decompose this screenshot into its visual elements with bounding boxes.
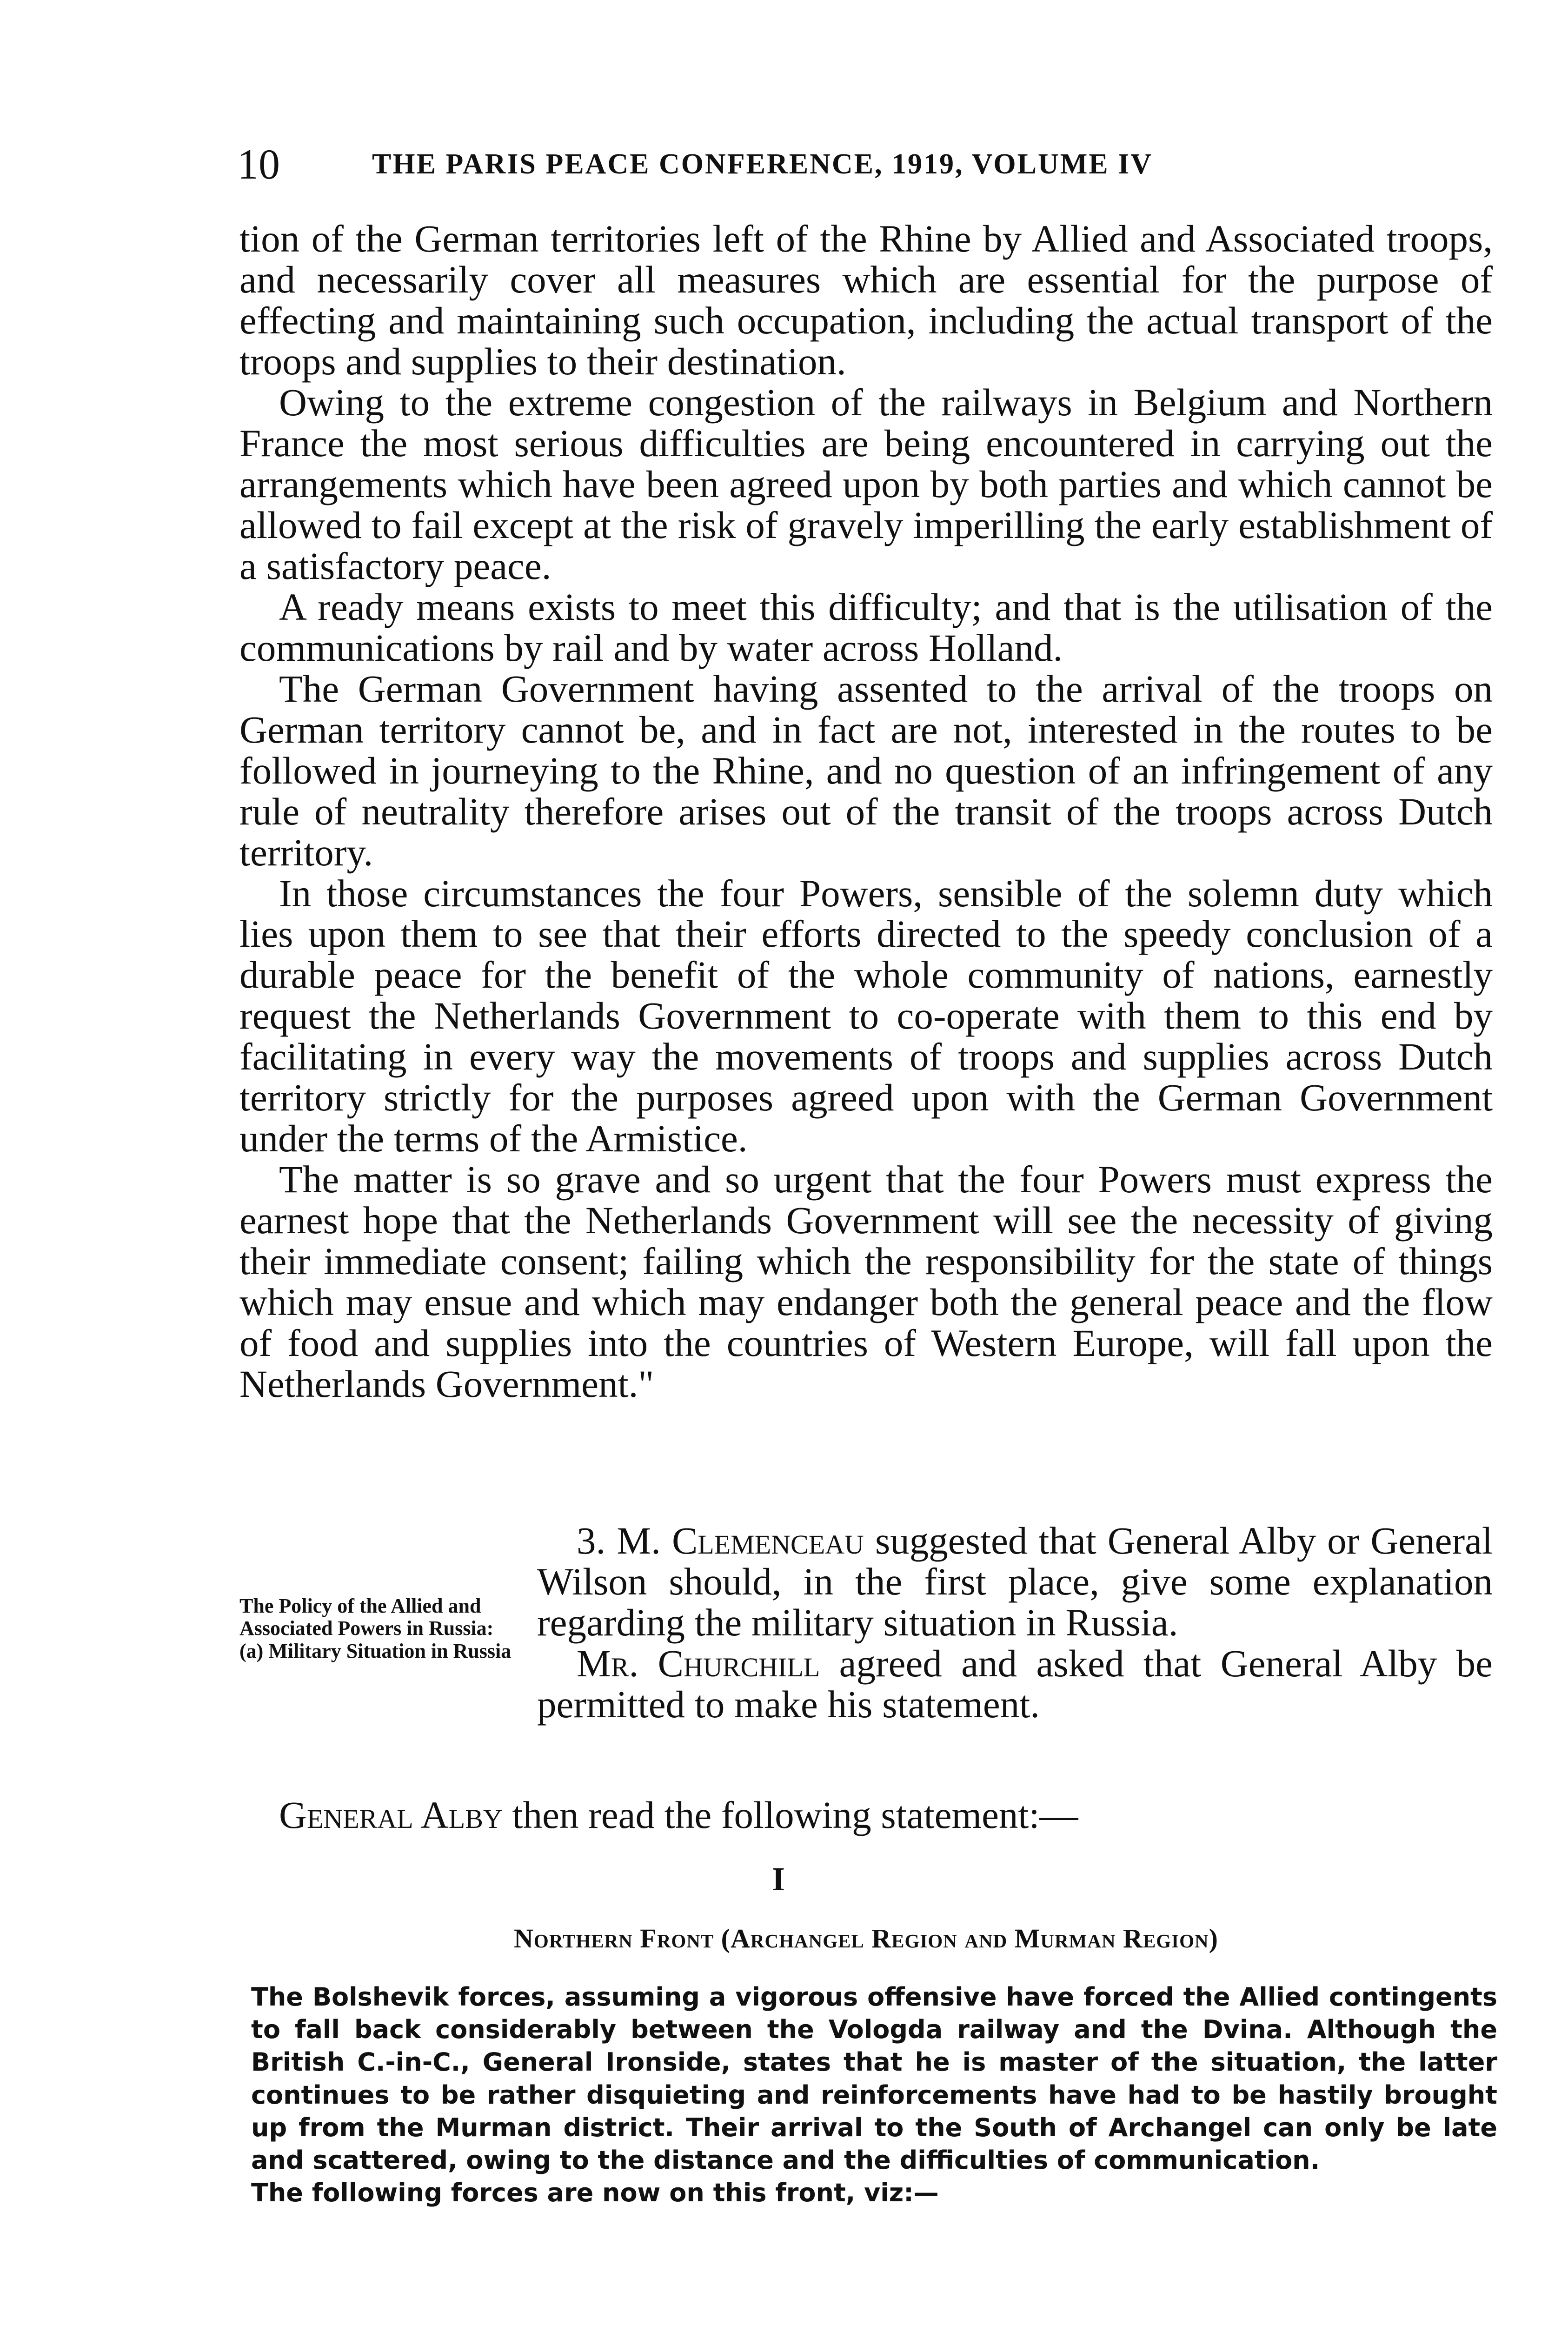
paragraph: tion of the German territories left of the Rhine by Allied and Associated troops, and necessarily cover all measures which are essential for the purpose of effecting and maintaining such occupation, including the actual transport of the troops and supplies to their destination. xyxy=(239,217,1493,383)
paragraph: In those circumstances the four Powers, sensible of the solemn duty which lies upon them to see that their efforts directed to the speedy conclusion of a durable peace for the benefit of the whole community of nations, earnestly request the Netherlands Government to co-operate with them to this end by facilitating in every way the movements of troops and supplies across Dutch territory strictly for the purposes agreed upon with the German Government under the terms of the Armistice. xyxy=(239,871,1493,1160)
statement-intro-line: The following forces are now on this front, viz:— xyxy=(251,2178,939,2208)
section-title: Northern Front (Archangel Region and Murman Region) xyxy=(514,1923,1218,1953)
running-head: THE PARIS PEACE CONFERENCE, 1919, VOLUME IV xyxy=(372,148,1153,180)
margin-sidenote: The Policy of the Allied and Associated Powers in Russia: (a) Military Situation in Russia xyxy=(239,1594,512,1662)
page-header xyxy=(237,140,1493,191)
agenda-number: 3. M. xyxy=(577,1519,661,1562)
body-text xyxy=(239,219,1493,1405)
section-numeral: I xyxy=(772,1860,785,1898)
speaker-text: agreed and asked that General Alby be permitted to make his statement. xyxy=(537,1641,1493,1726)
speaker-name: General Alby xyxy=(279,1794,503,1836)
speaker-name: Clemenceau xyxy=(671,1519,864,1562)
statement-paragraph: The Bolshevik forces, assuming a vigorous offensive have forced the Allied contingents to fall back considerably between the Vologda railway and the Dvina. Although the British C.-in-C., General Ironside, states that he is master of the situation, the latter continues to be rather disquieting and reinforcements have had to be hastily brought up from the Murman district. Their arrival to the South of Archangel can only be late and scattered, owing to the distance and the difficulties of communication. xyxy=(251,1982,1497,2175)
paragraph: A ready means exists to meet this difficulty; and that is the utilisation of the communications by rail and by water across Holland. xyxy=(239,585,1493,669)
speaker-text: then read the following statement:— xyxy=(512,1794,1078,1836)
paragraph: Owing to the extreme congestion of the railways in Belgium and Northern France the most serious difficulties are being encountered in carrying out the arrangements which have been agreed upon by both parties and which cannot be allowed to fail except at the risk of gravely imperilling the early establishment of a satisfactory peace. xyxy=(239,380,1493,587)
speaker-text: suggested that General Alby or General Wilson should, in the first place, give some explanation regarding the military situation in Russia. xyxy=(537,1519,1493,1644)
statement-intro xyxy=(279,1793,1078,1837)
statement-text xyxy=(251,1981,1497,2209)
paragraph: The German Government having assented to the arrival of the troops on German territory cannot be, and in fact are not, interested in the routes to be followed in journeying to the Rhine, and no question of an infringement of any rule of neutrality therefore arises out of the transit of the troops across Dutch territory. xyxy=(239,667,1493,874)
agenda-text xyxy=(537,1521,1493,1725)
paragraph: The matter is so grave and so urgent that the four Powers must express the earnest hope that the Netherlands Government will see the necessity of giving their immediate consent; failing which the responsibility for the state of things which may ensue and which may endanger both the general peace and the flow of food and supplies into the countries of Western Europe, will fall upon the Netherlands Government." xyxy=(239,1158,1493,1406)
page-number: 10 xyxy=(237,140,280,188)
speaker-name: Mr. Churchill xyxy=(577,1641,820,1685)
agenda-paragraph xyxy=(537,1643,1493,1725)
agenda-item-3 xyxy=(239,1521,1493,1781)
agenda-paragraph xyxy=(537,1521,1493,1643)
